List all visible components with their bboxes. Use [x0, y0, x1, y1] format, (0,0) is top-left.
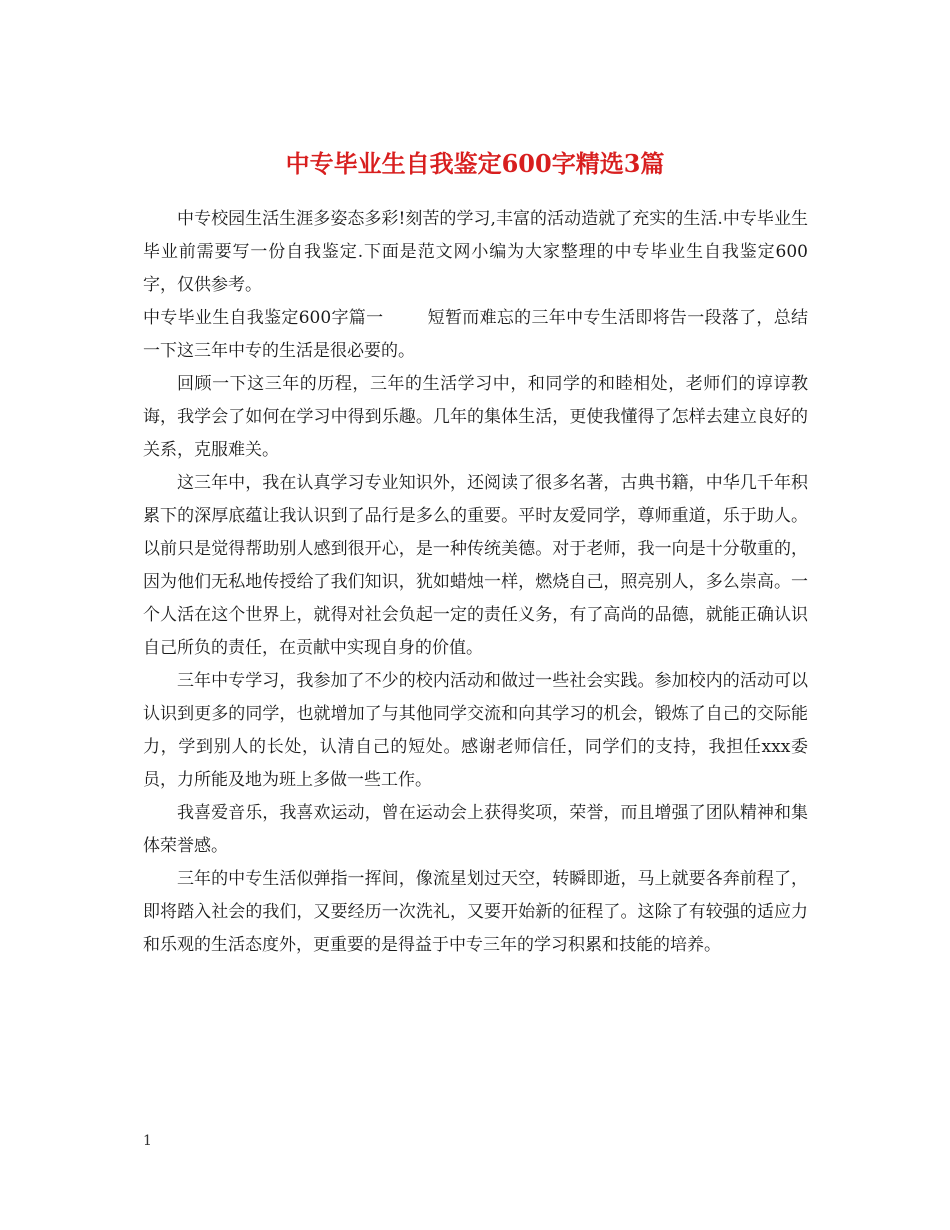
- page-number: 1: [143, 1133, 152, 1149]
- body-paragraph-1: 回顾一下这三年的历程，三年的生活学习中，和同学的和睦相处，老师们的谆谆教诲，我学会了如何在学习中得到乐趣。几年的集体生活，更使我懂得了怎样去建立良好的关系，克服难关。: [143, 374, 808, 460]
- intro-paragraph: 中专校园生活生涯多姿态多彩!刻苦的学习,丰富的活动造就了充实的生活.中专毕业生毕业前需要写一份自我鉴定.下面是范文网小编为大家整理的中专毕业生自我鉴定600字，仅供参考。: [143, 209, 808, 295]
- body-paragraph-5: 三年的中专生活似弹指一挥间，像流星划过天空，转瞬即逝，马上就要各奔前程了，即将踏入社会的我们，又要经历一次洗礼，又要开始新的征程了。这除了有较强的适应力和乐观的生活态度外，更重要的是得益于中专三年的学习积累和技能的培养。: [143, 869, 808, 955]
- body-paragraph-4: 我喜爱音乐，我喜欢运动，曾在运动会上获得奖项，荣誉，而且增强了团队精神和集体荣誉感。: [143, 803, 808, 856]
- section-heading: 中专毕业生自我鉴定600字篇一: [143, 308, 384, 328]
- body-paragraph-2: 这三年中，我在认真学习专业知识外，还阅读了很多名著，古典书籍，中华几千年积累下的深厚底蕴让我认识到了品行是多么的重要。平时友爱同学，尊师重道，乐于助人。以前只是觉得帮助别人感到很开心，是一种传统美德。对于老师，我一向是十分敬重的，因为他们无私地传授给了我们知识，犹如蜡烛一样，燃烧自己，照亮别人，多么崇高。一个人活在这个世界上，就得对社会负起一定的责任义务，有了高尚的品德，就能正确认识自己所负的责任，在贡献中实现自身的价值。: [143, 473, 808, 658]
- section-first-text: 短暂而难忘的三年中专生活即将告一段落了，总结一下这三年中专的生活是很必要的。: [143, 308, 809, 361]
- section-heading-line: [143, 302, 808, 368]
- document-body: [143, 203, 808, 962]
- document-title: 中专毕业生自我鉴定600字精选3篇: [285, 149, 665, 179]
- body-paragraph-3: 三年中专学习，我参加了不少的校内活动和做过一些社会实践。参加校内的活动可以认识到更多的同学，也就增加了与其他同学交流和向其学习的机会，锻炼了自己的交际能力，学到别人的长处，认清自己的短处。感谢老师信任，同学们的支持，我担任xxx委员，力所能及地为班上多做一些工作。: [143, 671, 808, 790]
